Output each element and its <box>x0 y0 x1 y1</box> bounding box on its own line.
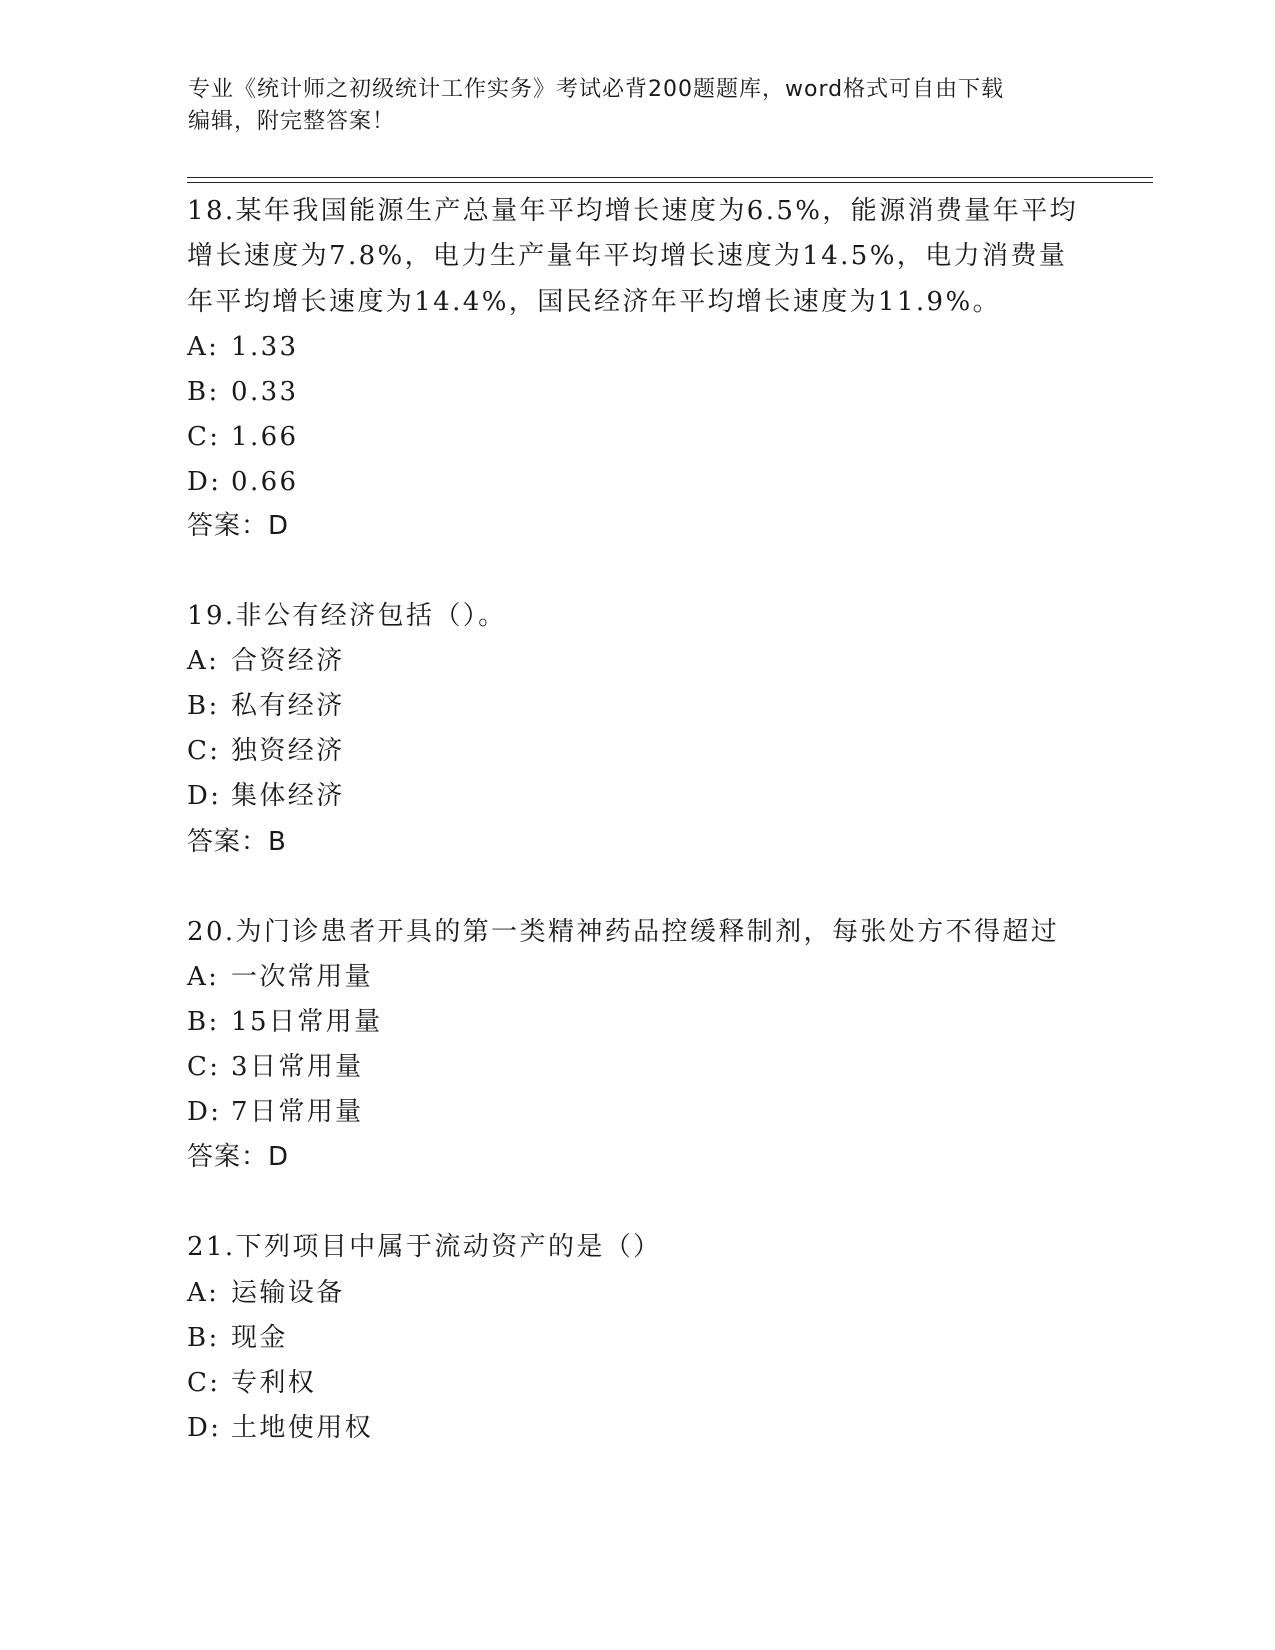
header-line-1: 专业《统计师之初级统计工作实务》考试必背200题题库，word格式可自由下载 <box>188 77 1005 102</box>
option-c <box>187 1049 364 1085</box>
option-text: 现金 <box>231 1323 288 1353</box>
option-letter: B: <box>187 1323 220 1353</box>
option-d <box>187 1094 364 1130</box>
header-line-2: 编辑，附完整答案！ <box>188 109 396 134</box>
option-letter: A: <box>187 646 220 676</box>
option-b <box>187 1320 288 1356</box>
question-stem-line: 19.非公有经济包括（）。 <box>187 601 507 631</box>
question-stem-line: 年平均增长速度为14.4%，国民经济年平均增长速度为11.9%。 <box>187 287 1001 317</box>
option-d <box>187 1410 373 1446</box>
header-rule-bottom <box>187 182 1153 183</box>
option-letter: C: <box>187 1368 221 1398</box>
option-letter: C: <box>187 422 221 452</box>
option-c <box>187 733 345 769</box>
option-letter: C: <box>187 736 221 766</box>
option-letter: D: <box>187 781 222 811</box>
option-letter: D: <box>187 467 222 497</box>
option-letter: A: <box>187 1278 220 1308</box>
option-a <box>187 329 299 365</box>
option-letter: D: <box>187 1097 222 1127</box>
option-b <box>187 688 345 724</box>
option-letter: B: <box>187 377 220 407</box>
option-text: 1.66 <box>231 422 299 452</box>
option-letter: A: <box>187 332 220 362</box>
option-text: 运输设备 <box>231 1278 345 1308</box>
option-text: 独资经济 <box>231 736 345 766</box>
option-text: 一次常用量 <box>231 962 374 992</box>
option-text: 15日常用量 <box>231 1007 383 1037</box>
option-d <box>187 778 345 814</box>
option-text: 私有经济 <box>231 691 345 721</box>
answer-label: 答案：B <box>187 827 287 857</box>
option-text: 土地使用权 <box>231 1413 374 1443</box>
answer-label: 答案：D <box>187 511 290 541</box>
option-letter: A: <box>187 962 220 992</box>
option-text: 0.33 <box>231 377 299 407</box>
option-text: 0.66 <box>231 467 299 497</box>
option-b <box>187 1004 382 1040</box>
option-letter: B: <box>187 1007 220 1037</box>
option-text: 1.33 <box>231 332 299 362</box>
option-a <box>187 1275 345 1311</box>
option-letter: D: <box>187 1413 222 1443</box>
option-d <box>187 464 299 500</box>
option-a <box>187 643 345 679</box>
option-c <box>187 419 299 455</box>
question-stem-line: 增长速度为7.8%，电力生产量年平均增长速度为14.5%，电力消费量 <box>187 241 1068 271</box>
option-text: 合资经济 <box>231 646 345 676</box>
option-text: 专利权 <box>231 1368 317 1398</box>
question-stem-line: 20.为门诊患者开具的第一类精神药品控缓释制剂，每张处方不得超过 <box>187 917 1060 947</box>
answer-label: 答案：D <box>187 1142 290 1172</box>
option-c <box>187 1365 316 1401</box>
question-stem-line: 21.下列项目中属于流动资产的是（） <box>187 1232 662 1262</box>
header-rule-top <box>187 177 1153 178</box>
option-text: 3日常用量 <box>231 1052 364 1082</box>
option-letter: C: <box>187 1052 221 1082</box>
question-stem-line: 18.某年我国能源生产总量年平均增长速度为6.5%，能源消费量年平均 <box>187 196 1079 226</box>
option-b <box>187 374 299 410</box>
option-text: 7日常用量 <box>231 1097 364 1127</box>
option-text: 集体经济 <box>231 781 345 811</box>
option-a <box>187 959 373 995</box>
option-letter: B: <box>187 691 220 721</box>
